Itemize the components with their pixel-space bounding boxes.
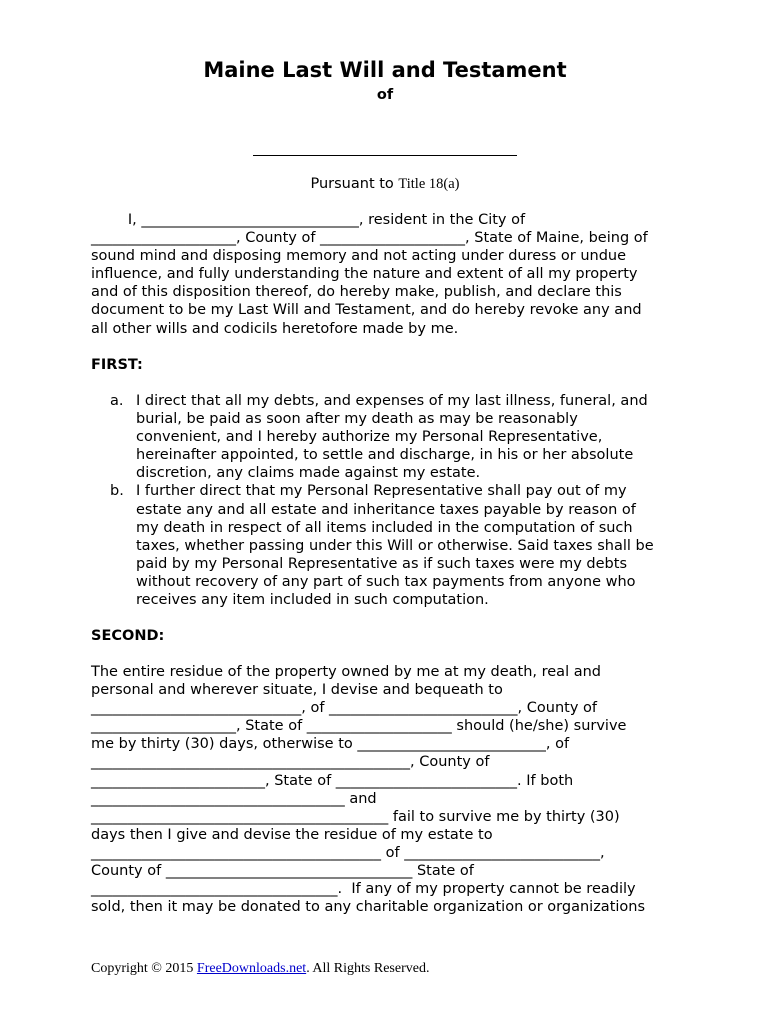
item-line: discretion, any claims made against my estate. (136, 465, 481, 482)
second-line: ________________________________________ of ___________________________, (91, 844, 605, 861)
second-line: County of __________________________________ State of (91, 863, 474, 880)
second-line: me by thirty (30) days, otherwise to __________________________, of (91, 736, 570, 753)
second-line: ___________________________________ and (91, 790, 377, 807)
testator-name-line (253, 155, 517, 156)
first-item-b (110, 482, 690, 609)
second-heading: SECOND: (91, 628, 165, 644)
intro-line: ____________________, County of ____________________, State of Maine, being of (91, 230, 648, 247)
pursuant-prefix: Pursuant to (310, 176, 399, 192)
item-line: I further direct that my Personal Representative shall pay out of my (136, 483, 627, 500)
intro-line: I, ______________________________, resident in the City of (91, 212, 526, 228)
title-of: of (376, 87, 394, 103)
item-line: I direct that all my debts, and expenses of my last illness, funeral, and (136, 393, 648, 409)
item-line: receives any item included in such computation. (136, 592, 489, 609)
second-line: _____________________________, of __________________________, County of (91, 700, 597, 717)
intro-line: document to be my Last Will and Testament, and do hereby revoke any and (91, 302, 642, 319)
copyright-footer (91, 960, 429, 978)
second-line: personal and wherever situate, I devise and bequeath to (91, 682, 503, 699)
copyright-suffix: . All Rights Reserved. (306, 961, 430, 976)
list-marker: b. (110, 483, 124, 500)
second-line: ____________________, State of ____________________ should (he/she) survive (91, 718, 627, 735)
freedownloads-link[interactable]: FreeDownloads.net (196, 961, 307, 976)
second-paragraph (91, 663, 691, 916)
item-line: my death in respect of all items included in the computation of such (136, 519, 633, 536)
intro-line: and of this disposition thereof, do hereby make, publish, and declare this (91, 284, 622, 301)
second-line: _________________________________________ fail to survive me by thirty (30) (91, 808, 620, 825)
first-list (110, 392, 690, 609)
intro-line: sound mind and disposing memory and not acting under duress or undue (91, 248, 627, 265)
item-line: estate any and all estate and inheritance taxes payable by reason of (136, 501, 636, 518)
second-line: ________________________, State of _________________________. If both (91, 772, 574, 789)
item-line: taxes, whether passing under this Will or otherwise. Said taxes shall be (136, 537, 654, 554)
first-heading: FIRST: (91, 357, 143, 373)
document-title: Maine Last Will and Testament (203, 58, 567, 82)
pursuant-law: Title 18(a) (398, 176, 460, 192)
item-line: without recovery of any part of such tax payments from anyone who (136, 573, 636, 590)
copyright-prefix: Copyright © 2015 (91, 961, 197, 976)
first-item-a (110, 392, 690, 482)
pursuant-line (0, 175, 770, 193)
intro-line: all other wills and codicils heretofore made by me. (91, 320, 459, 337)
item-line: burial, be paid as soon after my death as may be reasonably (136, 411, 578, 428)
list-marker: a. (110, 393, 124, 409)
second-line: days then I give and devise the residue of my estate to (91, 826, 493, 843)
item-line: convenient, and I hereby authorize my Personal Representative, (136, 429, 603, 446)
second-line: sold, then it may be donated to any charitable organization or organizations (91, 899, 646, 916)
second-line: The entire residue of the property owned by me at my death, real and (91, 664, 601, 680)
second-line: __________________________________. If any of my property cannot be readily (91, 881, 636, 898)
intro-line: influence, and fully understanding the nature and extent of all my property (91, 266, 638, 283)
intro-paragraph (91, 211, 691, 338)
second-line: ____________________________________________, County of (91, 754, 490, 771)
item-line: paid by my Personal Representative as if such taxes were my debts (136, 555, 627, 572)
item-line: hereinafter appointed, to settle and discharge, in his or her absolute (136, 447, 634, 464)
